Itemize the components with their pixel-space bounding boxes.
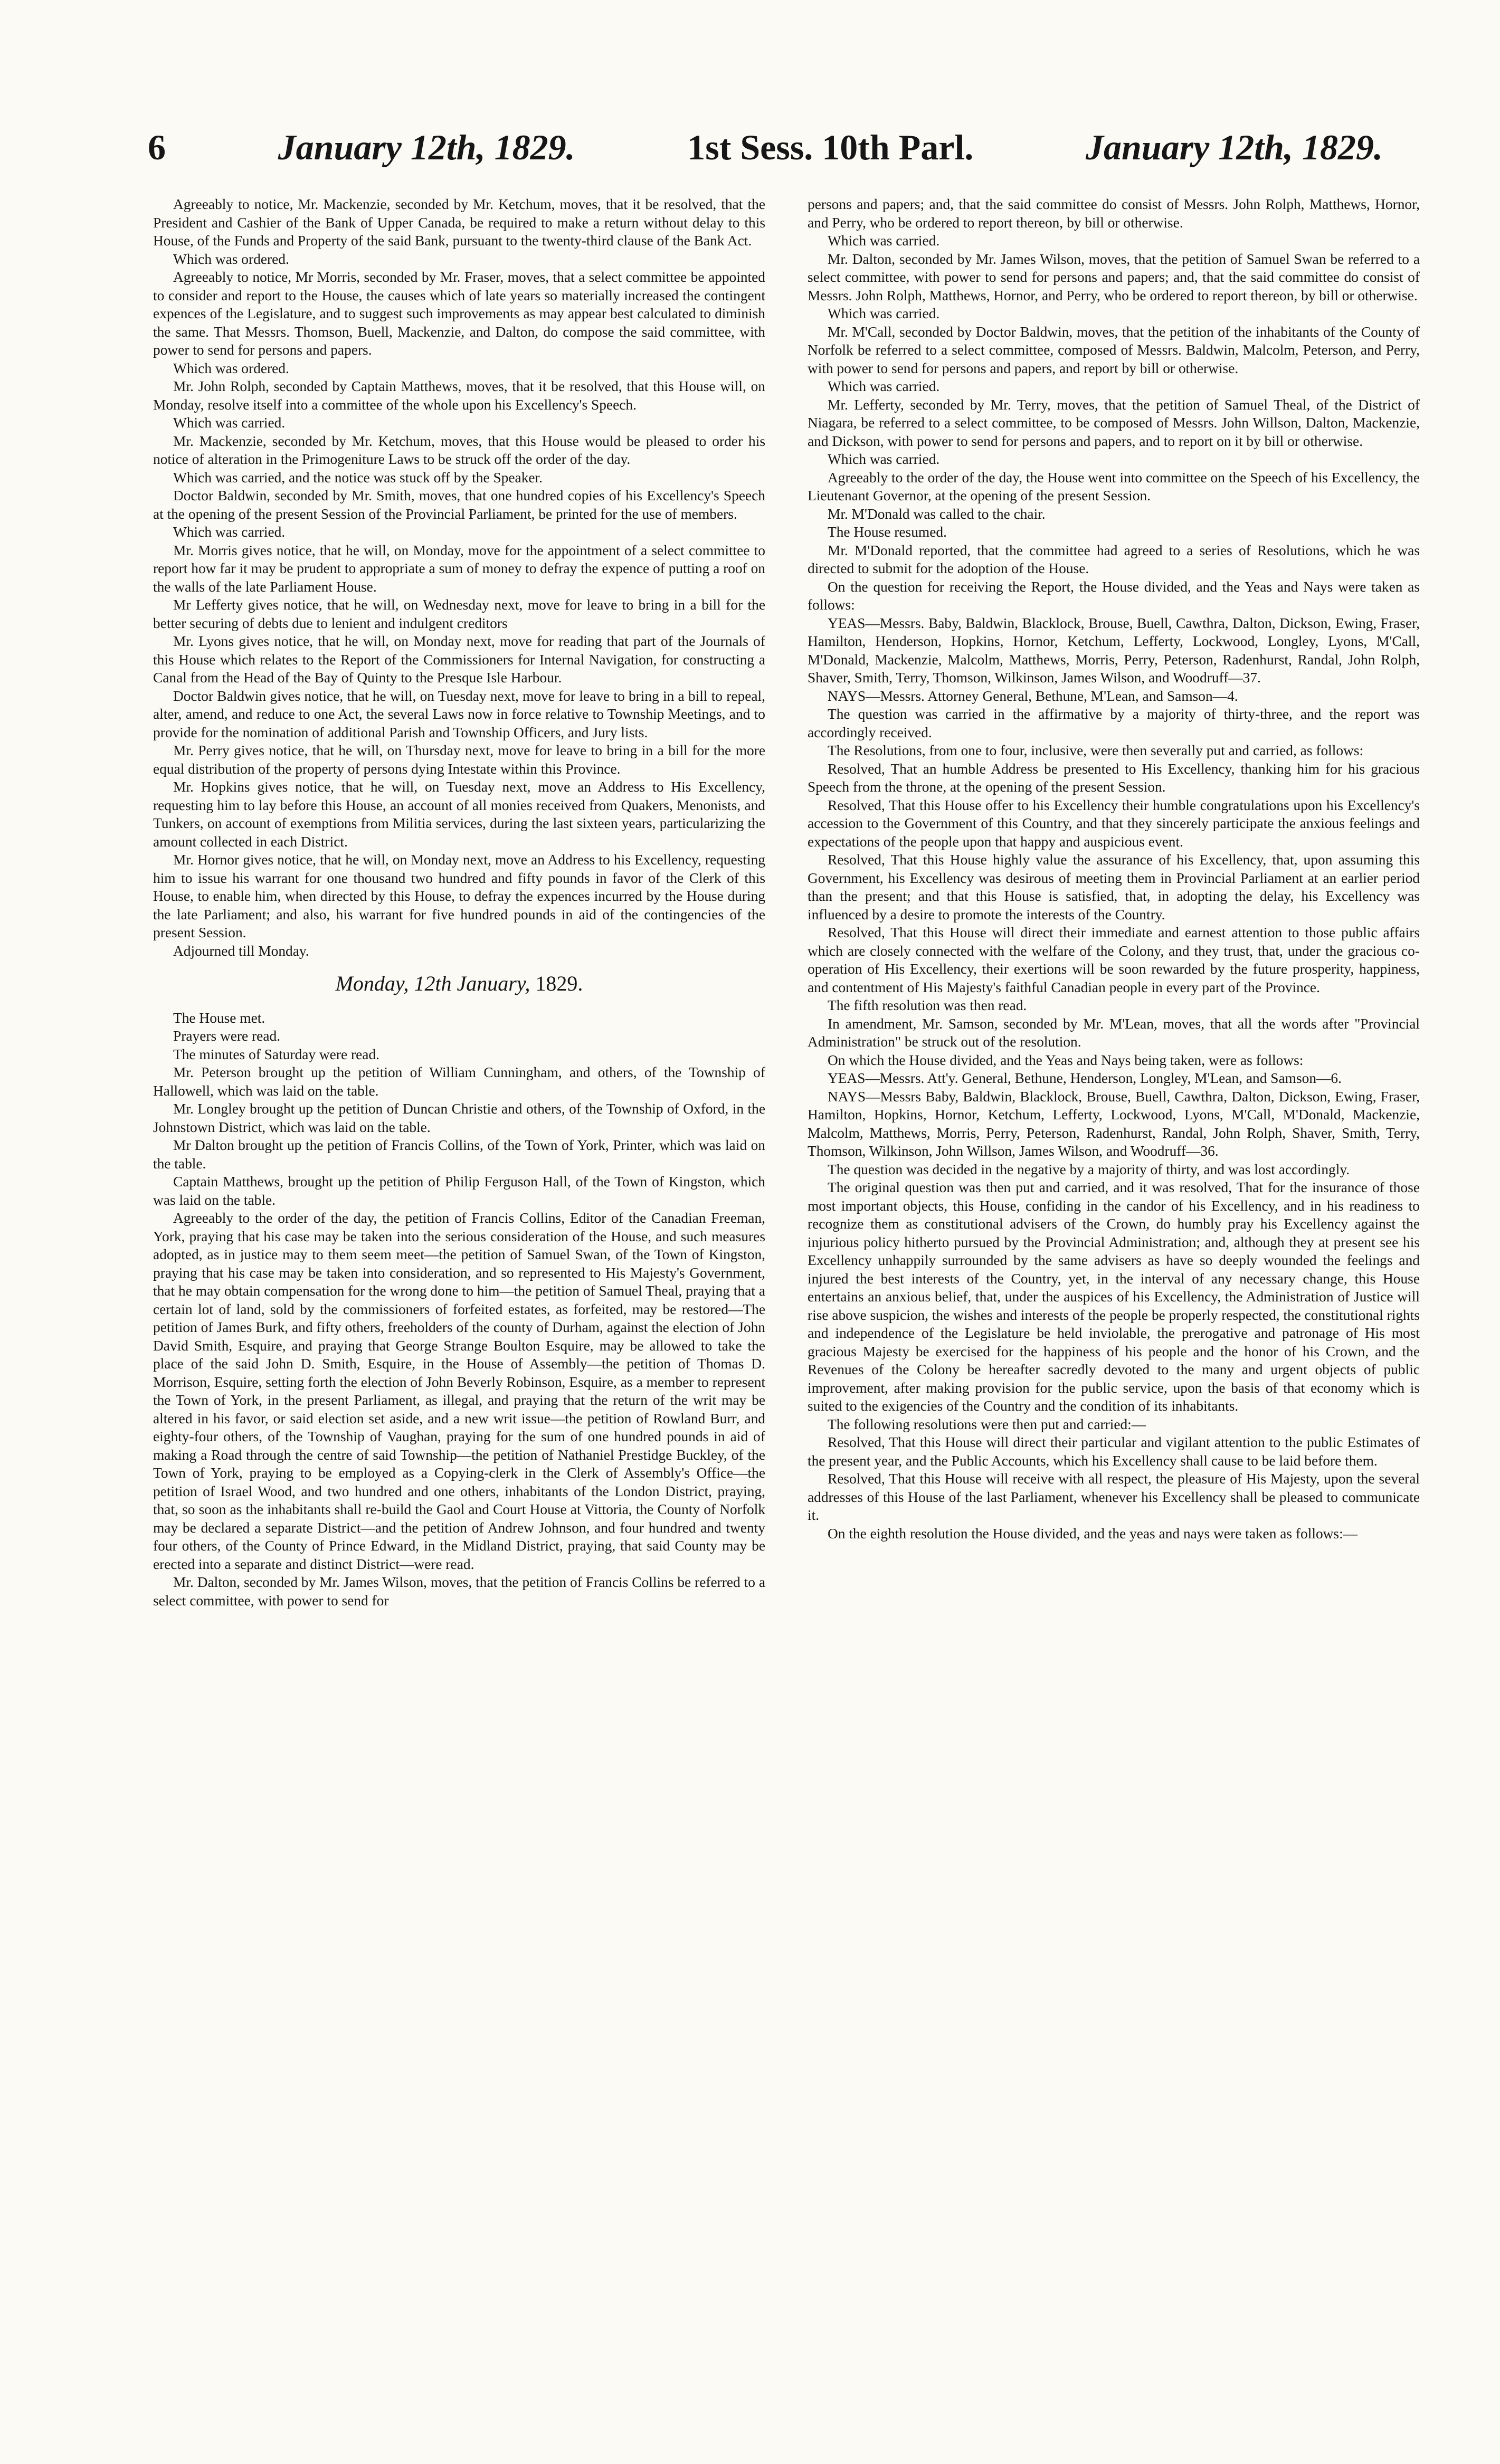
heading-year: 1829. [535, 972, 583, 995]
paragraph: Mr. Longley brought up the petition of Duncan Christie and others, of the Township of Oxford, in the Johnstown District, which was laid on the table. [153, 1101, 765, 1135]
paragraph: Mr. Perry gives notice, that he will, on Thursday next, move for leave to bring in a bill for the more equal distribution of the property of persons dying Intestate within this Province. [153, 743, 765, 777]
paragraph: In amendment, Mr. Samson, seconded by Mr. M'Lean, moves, that all the words after "Provincial Administration" be struck out of the resolution. [808, 1015, 1420, 1050]
paragraph: Doctor Baldwin gives notice, that he will, on Tuesday next, move for leave to bring in a bill to repeal, alter, amend, and reduce to one Act, the several Laws now in force relative to Township Meetings, and to provide for the nomination of additional Parish and Township Officers, and Jury lists. [153, 688, 765, 740]
paragraph: Mr. John Rolph, seconded by Captain Matthews, moves, that it be resolved, that this House will, on Monday, resolve itself into a committee of the whole upon his Excellency's Speech. [153, 378, 765, 413]
page-header [148, 127, 1383, 190]
header-date-left: January 12th, 1829. [278, 127, 575, 167]
paragraph: Mr. Mackenzie, seconded by Mr. Ketchum, moves, that this House would be pleased to order his notice of alteration in the Primogeniture Laws to be struck off the order of the day. [153, 433, 765, 467]
paragraph: Which was carried. [828, 233, 940, 249]
paragraph: Mr. Peterson brought up the petition of William Cunningham, and others, of the Township of Hallowell, which was laid on the table. [153, 1064, 765, 1099]
paragraph: Which was carried. [828, 306, 940, 321]
paragraph: Mr. M'Donald reported, that the committee had agreed to a series of Resolutions, which he was directed to submit for the adoption of the House. [808, 542, 1420, 576]
paragraph: Which was ordered. [173, 251, 289, 267]
paragraph: Agreeably to the order of the day, the petition of Francis Collins, Editor of the Canadian Freeman, York, praying that his case may be taken into the serious consideration of the House, and such measures adopted, as in justice may to them seem meet—the petition of Samuel Swan, of the Town of Kingston, praying that his case may be taken into consideration, and so represented to His Majesty's Government, that he may obtain compensation for the wrong done to him—the petition of Samuel Theal, praying that a certain lot of land, sold by the commissioners of forfeited estates, as forfeited, may be restored—The petition of James Burk, and fifty others, freeholders of the county of Durham, against the election of John David Smith, Esquire, and praying that George Strange Boulton Esquire, may be allowed to take the place of the said John D. Smith, Esquire, in the House of Assembly—the petition of Thomas D. Morrison, Esquire, setting forth the election of John Beverly Robinson, Esquire, as a member to represent the Town of York, in the present Parliament, as illegal, and praying that the return of the writ may be altered in his favor, or said election set aside, and a new writ issue—the petition of Rowland Burr, and eighty-four others, of the Township of Vaughan, praying for the sum of one hundred pounds in aid of making a Road through the centre of said Township—the petition of Nathaniel Prestidge Buckley, of the Town of York, praying to be employed as a Copying-clerk in the Clerk of Assembly's Office—the petition of Israel Wood, and two hundred and one others, inhabitants of the London District, praying, that, so soon as the inhabitants shall re-build the Gaol and Court House at Vittoria, the County of Norfolk may be declared a separate District—and the petition of Andrew Johnson, and four hundred and twenty four others, of the County of Prince Edward, in the Midland District, praying, that said County may be erected into a separate and distinct District—were read. [153, 1210, 765, 1572]
paragraph: Resolved, That this House highly value the assurance of his Excellency, that, upon assuming this Government, his Excellency was desirous of meeting them in Provincial Parliament at an earlier period than the present; and that this House is satisfied, that, in adopting the delay, his Excellency was influenced by a desire to promote the interests of the Country. [808, 852, 1420, 922]
header-date-right: January 12th, 1829. [1085, 127, 1383, 167]
paragraph: Mr. Dalton, seconded by Mr. James Wilson, moves, that the petition of Samuel Swan be referred to a select committee, with power to send for persons and papers; and, that the said committee do consist of Messrs. John Rolph, Matthews, Hornor, and Perry, who be ordered to report thereon, by bill or otherwise. [808, 251, 1420, 303]
paragraph: Agreeably to notice, Mr Morris, seconded by Mr. Fraser, moves, that a select committee be appointed to consider and report to the House, the causes which of late years so materially increased the contingent expences of the Legislature, and to suggest such improvements as may appear best calculated to diminish the same. That Messrs. Thomson, Buell, Mackenzie, and Dalton, do compose the said committee, with power to send for persons and papers. [153, 269, 765, 358]
heading-day: Monday, [335, 972, 409, 995]
paragraph: The following resolutions were then put and carried:— [828, 1416, 1146, 1432]
paragraph: Captain Matthews, brought up the petition of Philip Ferguson Hall, of the Town of Kingston, which was laid on the table. [153, 1174, 765, 1208]
left-column-proceedings [153, 195, 765, 960]
paragraph: Mr. M'Call, seconded by Doctor Baldwin, moves, that the petition of the inhabitants of the County of Norfolk be referred to a select committee, composed of Messrs. Baldwin, Malcolm, Peterson, and Perry, with power to send for persons and papers, and report by bill or otherwise. [808, 324, 1420, 376]
paragraph: Mr. Lyons gives notice, that he will, on Monday next, move for reading that part of the Journals of this House which relates to the Report of the Commissioners for Internal Navigation, for constructing a Canal from the Head of the Bay of Quinty to the Presque Isle Harbour. [153, 633, 765, 686]
paragraph: The fifth resolution was then read. [828, 997, 1027, 1013]
paragraph: Which was carried. [173, 415, 286, 431]
paragraph: NAYS—Messrs. Attorney General, Bethune, M'Lean, and Samson—4. [828, 688, 1238, 704]
right-column [808, 195, 1420, 1543]
paragraph: The question was decided in the negative by a majority of thirty, and was lost accordingly. [828, 1161, 1350, 1177]
paragraph: The Resolutions, from one to four, inclusive, were then severally put and carried, as follows: [828, 743, 1364, 758]
paragraph: The original question was then put and carried, and it was resolved, That for the insurance of those most important objects, this House, confiding in the candor of his Excellency, and in his readiness to recognize them as constitutional advisers of the Crown, do humbly pray his Excellency against the injurious policy hitherto pursued by the Provincial Administration; and, although they at present see his Excellency unhappily surrounded by the same advisers as have so deeply wounded the feelings and injured the best interests of the Country, yet, in the interval of any necessary change, this House entertains an anxious belief, that, under the auspices of his Excellency, the Administration of Justice will rise above suspicion, the wishes and interests of the people be properly respected, the constitutional rights and independence of the Legislature be held inviolable, the prerogative and patronage of His most gracious Majesty be exercised for the happiness of his people and the honor of his Crown, and the Revenues of the Colony be hereafter sacredly devoted to the many and urgent objects of public improvement, after making provision for the public service, upon the basis of that economy which is suited to the exigencies of the Country and the condition of its inhabitants. [808, 1179, 1420, 1414]
paragraph: Which was ordered. [173, 360, 289, 376]
paragraph: Mr. Morris gives notice, that he will, on Monday, move for the appointment of a select committee to report how far it may be prudent to appropriate a sum of money to defray the expence of putting a roof on the walls of the late Parliament House. [153, 542, 765, 595]
paragraph: On which the House divided, and the Yeas and Nays being taken, were as follows: [828, 1052, 1304, 1068]
paragraph: Which was carried, and the notice was stuck off by the Speaker. [173, 469, 543, 486]
paragraph: Mr Lefferty gives notice, that he will, on Wednesday next, move for leave to bring in a bill for the better securing of debts due to lenient and indulgent creditors [153, 597, 765, 631]
paragraph: Which was carried. [828, 378, 940, 394]
paragraph: The House resumed. [828, 524, 947, 540]
paragraph: Resolved, That an humble Address be presented to His Excellency, thanking him for his gracious Speech from the throne, at the opening of the present Session. [808, 760, 1420, 795]
left-column [153, 195, 765, 1610]
paragraph: Mr. Dalton, seconded by Mr. James Wilson, moves, that the petition of Francis Collins be referred to a select committee, with power to send for [153, 1574, 765, 1609]
paragraph: Resolved, That this House will direct their particular and vigilant attention to the public Estimates of the present year, and the Public Accounts, which his Excellency shall cause to be laid before them. [808, 1434, 1420, 1469]
heading-date: 12th January, [414, 972, 530, 995]
paragraph: The minutes of Saturday were read. [173, 1046, 379, 1062]
paragraph: Mr. M'Donald was called to the chair. [828, 506, 1046, 522]
paragraph: YEAS—Messrs. Att'y. General, Bethune, Henderson, Longley, M'Lean, and Samson—6. [828, 1070, 1342, 1086]
paragraph: Adjourned till Monday. [173, 943, 309, 959]
paragraph: Resolved, That this House will receive with all respect, the pleasure of His Majesty, upon the several addresses of this House of the last Parliament, whenever his Excellency shall be pleased to communicate it. [808, 1471, 1420, 1523]
paragraph: Mr Dalton brought up the petition of Francis Collins, of the Town of York, Printer, which was laid on the table. [153, 1137, 765, 1172]
paragraph: The question was carried in the affirmative by a majority of thirty-three, and the report was accordingly received. [808, 706, 1420, 740]
paragraph: Which was carried. [173, 524, 286, 540]
paragraph: persons and papers; and, that the said committee do consist of Messrs. John Rolph, Matthews, Hornor, and Perry, who be ordered to report thereon, by bill or otherwise. [808, 196, 1420, 231]
paragraph: Agreeably to notice, Mr. Mackenzie, seconded by Mr. Ketchum, moves, that it be resolved, that the President and Cashier of the Bank of Upper Canada, be required to make a return without delay to this House, of the Funds and Property of the said Bank, pursuant to the twenty-third clause of the Bank Act. [153, 196, 765, 249]
paragraph: On the question for receiving the Report, the House divided, and the Yeas and Nays were taken as follows: [808, 578, 1420, 613]
paragraph: NAYS—Messrs Baby, Baldwin, Blacklock, Brouse, Buell, Cawthra, Dalton, Dickson, Ewing, Fraser, Hamilton, Hopkins, Hornor, Ketchum, Lefferty, Lockwood, Lyons, M'Call, M'Donald, Mackenzie, Malcolm, Matthews, Morris, Perry, Peterson, Radenhurst, Randal, John Rolph, Shaver, Smith, Terry, Thomson, Wilkinson, John Willson, James Wilson, and Woodruff—36. [808, 1088, 1420, 1159]
paragraph: Prayers were read. [173, 1028, 281, 1044]
paragraph: Mr. Lefferty, seconded by Mr. Terry, moves, that the petition of Samuel Theal, of the District of Niagara, be referred to a select committee, to be composed of Messrs. John Willson, Dalton, Mackenzie, and Dickson, with power to send for persons and papers, and to report on it by bill or otherwise. [808, 396, 1420, 449]
paragraph: On the eighth resolution the House divided, and the yeas and nays were taken as follows:— [828, 1525, 1358, 1542]
paragraph: Mr. Hopkins gives notice, that he will, on Tuesday next, move an Address to His Excellency, requesting him to lay before this House, an account of all monies received from Quakers, Menonists, and Tunkers, on account of exemptions from Militia services, during the last sixteen years, particularizing the amount collected in each District. [153, 779, 765, 850]
section-heading [153, 972, 765, 995]
header-session: 1st Sess. 10th Parl. [687, 127, 974, 167]
paragraph: YEAS—Messrs. Baby, Baldwin, Blacklock, Brouse, Buell, Cawthra, Dalton, Dickson, Ewing, Fraser, Hamilton, Henderson, Hopkins, Hornor, Ketchum, Lefferty, Lockwood, Longley, Lyons, M'Call, M'Donald, Mackenzie, Malcolm, Matthews, Morris, Perry, Peterson, Radenhurst, Randal, John Rolph, Shaver, Smith, Terry, Thomson, Wilkinson, James Wilson, and Woodruff—37. [808, 615, 1420, 686]
paragraph: Mr. Hornor gives notice, that he will, on Monday next, move an Address to his Excellency, requesting him to issue his warrant for one thousand two hundred and fifty pounds in favor of the Clerk of this House, to enable him, when directed by this House, to defray the expences incurred by the House during the late Parliament; and also, his warrant for five hundred pounds in aid of the contingencies of the present Session. [153, 852, 765, 940]
paragraph: Which was carried. [828, 451, 940, 467]
paragraph: Agreeably to the order of the day, the House went into committee on the Speech of his Excellency, the Lieutenant Governor, at the opening of the present Session. [808, 469, 1420, 503]
paragraph: Resolved, That this House offer to his Excellency their humble congratulations upon his Excellency's accession to the Government of this Country, and that they sincerely participate the anxious feelings and expectations of the people upon that happy and auspicious event. [808, 797, 1420, 850]
left-column-monday-proceedings [153, 1009, 765, 1610]
page-number: 6 [148, 127, 166, 167]
paragraph: The House met. [173, 1010, 265, 1026]
paragraph: Resolved, That this House will direct their immediate and earnest attention to those public affairs which are closely connected with the welfare of the Colony, and they trust, that, under the gracious co-operation of His Excellency, their exertions will be soon rewarded by the future prosperity, happiness, and contentment of His Majesty's faithful Canadian people in every part of the Province. [808, 925, 1420, 995]
paragraph: Doctor Baldwin, seconded by Mr. Smith, moves, that one hundred copies of his Excellency's Speech at the opening of the present Session of the Provincial Parliament, be printed for the use of members. [153, 488, 765, 522]
